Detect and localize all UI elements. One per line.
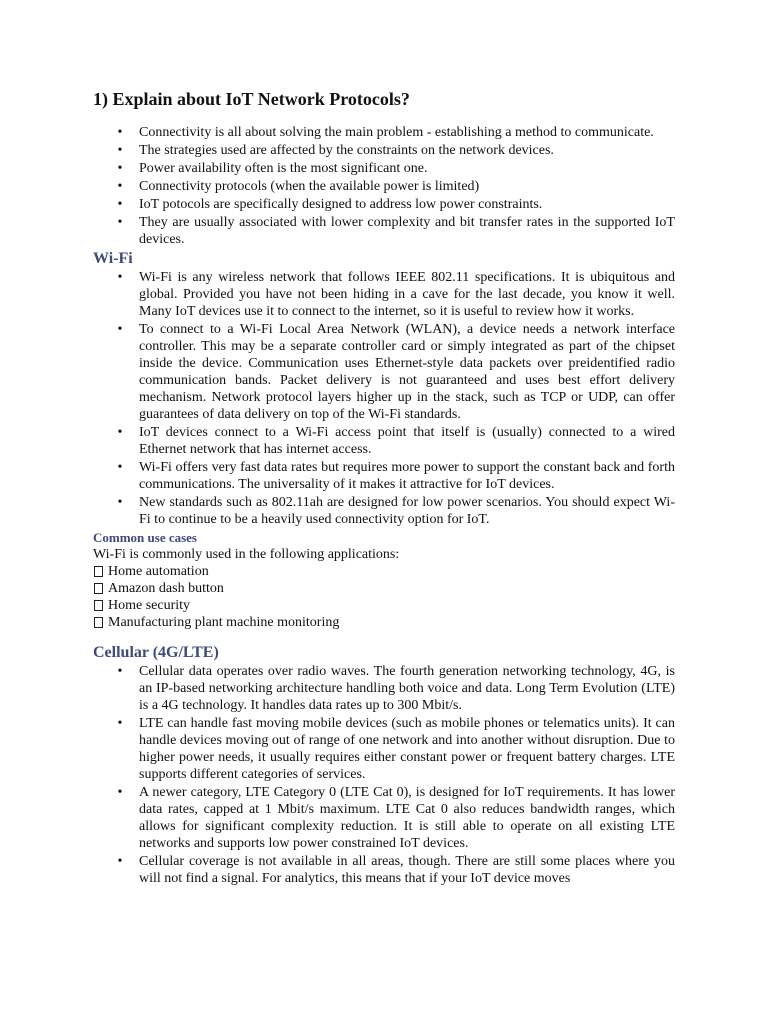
list-item [93,160,675,177]
list-item [93,124,675,141]
use-case-item [93,614,675,631]
list-item-text: To connect to a Wi-Fi Local Area Network (WLAN), a device needs a network interface controller. This may be a separate controller card or simply integrated as part of the chipset inside the device. Communication uses Ethernet-style data packets over preidentified radio communication bands. Packet delivery is not guaranteed and uses best effort delivery mechanism. Network protocol layers higher up in the stack, such as TCP or UDP, can offer guarantees of data delivery on top of the Wi-Fi standards. [139,322,675,422]
list-item [93,494,675,528]
cellular-section-heading: Cellular (4G/LTE) [93,644,219,661]
missing-glyph-box-icon [94,583,103,594]
bullet-icon: • [117,143,123,158]
page-title: 1) Explain about IoT Network Protocols? [93,89,410,109]
common-use-cases-intro: Wi-Fi is commonly used in the following applications: [93,547,400,562]
list-item [93,178,675,195]
list-item [93,663,675,714]
bullet-icon: • [117,854,123,869]
intro-bullet-list [93,124,675,248]
use-case-text: Home automation [108,564,209,579]
bullet-icon: • [117,215,123,230]
list-item-text: Cellular coverage is not available in all areas, though. There are still some places where you will not find a signal. For analytics, this means that if your IoT device moves [139,854,675,886]
list-item [93,424,675,458]
bullet-icon: • [117,425,123,440]
common-use-cases-heading: Common use cases [93,530,197,545]
bullet-icon: • [117,495,123,510]
bullet-icon: • [117,716,123,731]
bullet-icon: • [117,125,123,140]
list-item [93,196,675,213]
bullet-icon: • [117,179,123,194]
list-item-text: Power availability often is the most significant one. [139,161,428,176]
list-item-text: Wi-Fi offers very fast data rates but requires more power to support the constant back and forth communications. The universality of it makes it attractive for IoT devices. [139,460,675,492]
bullet-icon: • [117,270,123,285]
use-case-text: Amazon dash button [108,581,224,596]
bullet-icon: • [117,161,123,176]
use-case-text: Manufacturing plant machine monitoring [108,615,340,630]
list-item [93,715,675,783]
bullet-icon: • [117,664,123,679]
bullet-icon: • [117,322,123,337]
list-item [93,459,675,493]
list-item-text: LTE can handle fast moving mobile devices (such as mobile phones or telematics units). It can handle devices moving out of range of one network and into another without disruption. Due to higher power needs, it usually requires either constant power or frequent battery charges. LTE supports different categories of services. [139,716,675,782]
list-item-text: A newer category, LTE Category 0 (LTE Cat 0), is designed for IoT requirements. It has lower data rates, capped at 1 Mbit/s maximum. LTE Cat 0 also reduces bandwidth ranges, which allows for significant complexity reduction. It is still able to operate on all existing LTE networks and supports low power constrained IoT devices. [139,785,675,851]
list-item-text: Connectivity protocols (when the available power is limited) [139,179,480,194]
bullet-icon: • [117,460,123,475]
list-item [93,142,675,159]
list-item-text: They are usually associated with lower complexity and bit transfer rates in the supported IoT devices. [139,215,675,247]
use-case-item [93,597,675,614]
list-item-text: Cellular data operates over radio waves. The fourth generation networking technology, 4G, is an IP-based networking architecture handling both voice and data. Long Term Evolution (LTE) is a 4G technology. It handles data rates up to 300 Mbit/s. [139,664,675,713]
use-case-item [93,580,675,597]
wifi-bullet-list [93,269,675,528]
bullet-icon: • [117,785,123,800]
list-item [93,269,675,320]
list-item-text: IoT potocols are specifically designed to address low power constraints. [139,197,543,212]
use-case-text: Home security [108,598,191,613]
list-item [93,784,675,852]
document-page [93,86,675,888]
list-item-text: New standards such as 802.11ah are designed for low power scenarios. You should expect Wi-Fi to continue to be a heavily used connectivity option for IoT. [139,495,675,527]
list-item [93,853,675,887]
missing-glyph-box-icon [94,600,103,611]
use-case-list [93,563,675,631]
list-item [93,321,675,423]
list-item-text: IoT devices connect to a Wi-Fi access point that itself is (usually) connected to a wired Ethernet network that has internet access. [139,425,675,457]
missing-glyph-box-icon [94,617,103,628]
wifi-section-heading: Wi-Fi [93,250,133,267]
missing-glyph-box-icon [94,566,103,577]
use-case-item [93,563,675,580]
bullet-icon: • [117,197,123,212]
list-item-text: Connectivity is all about solving the main problem - establishing a method to communicate. [139,125,654,140]
list-item-text: Wi-Fi is any wireless network that follows IEEE 802.11 specifications. It is ubiquitous and global. Provided you have not been hiding in a cave for the last decade, you know it well. Many IoT devices use it to connect to the internet, so it is useful to review how it works. [139,270,675,319]
list-item [93,214,675,248]
cellular-bullet-list [93,663,675,887]
list-item-text: The strategies used are affected by the constraints on the network devices. [139,143,554,158]
